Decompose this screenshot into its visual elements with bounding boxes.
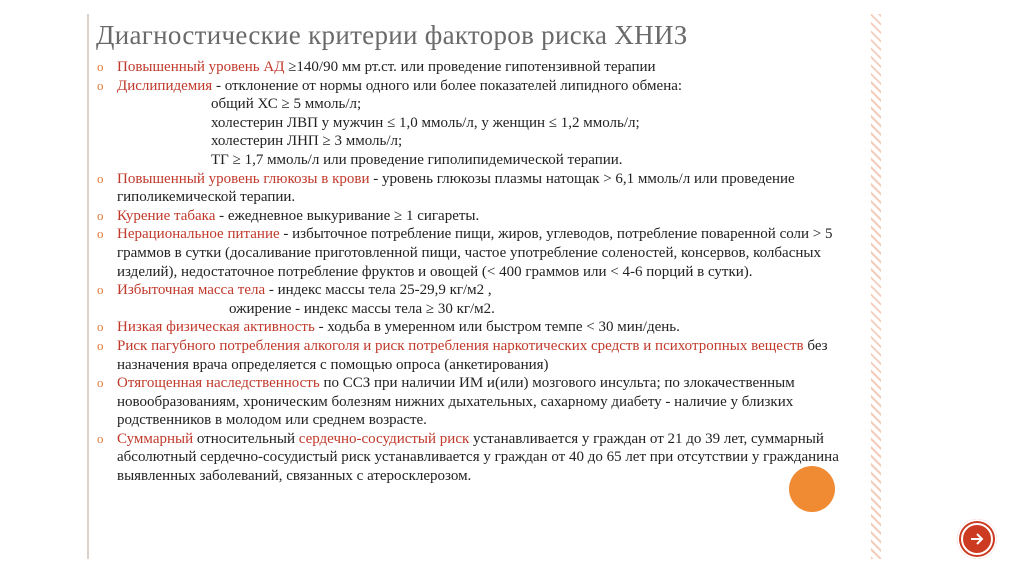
item-text: по ССЗ при наличии ИМ и(или) мозгового инсульта; по злокачественным новообразованиям, хроническим болезням нижних дыхательных, сахарному диабету - наличие у близких родственников в молодом или среднем возрасте. [117,375,795,429]
item-keyword: Повышенный уровень АД [117,59,285,75]
item-keyword: сердечно-сосудистый риск [298,430,470,447]
bullet-icon: o [97,319,104,335]
bullet-icon: o [97,207,104,223]
list-item [97,225,867,281]
sub-line: холестерин ЛВП у мужчин ≤ 1,0 ммоль/л, у женщин ≤ 1,2 ммоль/л; [211,114,640,131]
item-keyword: Курение табака [117,207,216,224]
item-text: - отклонение от нормы одного или более показателей липидного обмена: [212,77,683,94]
bullet-icon: o [97,77,104,93]
item-keyword: Нерациональное питание [117,226,280,243]
criteria-list [97,58,867,486]
bullet-icon: o [97,59,104,74]
list-item [97,337,867,374]
list-item [97,430,867,486]
list-item [97,207,867,226]
list-item [97,374,867,430]
bullet-icon: o [97,170,104,186]
next-slide-button[interactable] [957,519,997,559]
item-keyword: Отягощенная наследственность [117,375,320,392]
item-keyword: Повышенный уровень глюкозы в крови [117,170,370,187]
item-keyword: Суммарный [117,430,194,447]
bullet-icon: o [97,430,104,446]
slide-title: Диагностические критерии факторов риска ХНИЗ [96,20,688,50]
item-text: - избыточное потребление пищи, жиров, углеводов, потребление поваренной соли > 5 граммов в сутки (досаливание приготовленной пищи, частое употребление соленостей, консервов, колбасных изделий), недостаточное потребление фруктов и овощей (< 400 граммов или < 4-6 порций в сутки). [117,226,833,280]
item-text: - индекс массы тела 25-29,9 кг/м2 , [265,282,492,299]
item-text: относительный [193,430,299,447]
sub-line: холестерин ЛНП ≥ 3 ммоль/л; [211,133,403,150]
bullet-icon: o [97,282,104,298]
sub-line: общий ХС ≥ 5 ммоль/л; [211,96,362,113]
decorative-stripe [871,14,881,559]
item-text: устанавливается у граждан от 21 до 39 лет, суммарный абсолютный сердечно-сосудистый риск устанавливается у граждан от 40 до 65 лет при отсутствии у гражданина выявленных заболеваний, связанных с атеросклерозом. [117,430,839,485]
list-item [97,58,867,77]
bullet-icon: o [97,337,104,353]
item-text: - уровень глюкозы плазмы натощак > 6,1 ммоль/л или проведение гиполикемической терапии. [117,170,795,206]
item-keyword: Низкая физическая активность [117,319,315,336]
item-text: ≥140/90 мм рт.ст. или проведение гипотензивной терапии [284,59,656,75]
list-item [97,77,867,170]
sub-line: ожирение - индекс массы тела ≥ 30 кг/м2. [229,300,495,317]
slide-left-rule [87,14,89,559]
item-text: - ходьба в умеренном или быстром темпе < 30 мин/день. [314,319,680,336]
sub-line: ТГ ≥ 1,7 ммоль/л или проведение гиполипидемической терапии. [211,151,623,168]
next-arrow-icon [967,529,987,549]
bullet-icon: o [97,375,104,391]
item-keyword: Риск пагубного потребления алкоголя и риск потребления наркотических средств и психотропных веществ [117,337,804,354]
bullet-icon: o [97,226,104,242]
list-item [97,170,867,207]
item-text: - ежедневное выкуривание ≥ 1 сигареты. [215,207,480,224]
list-item [97,318,867,337]
item-keyword: Дислипидемия [117,77,213,94]
item-keyword: Избыточная масса тела [117,282,266,299]
list-item [97,281,867,318]
item-text: без назначения врача определяется с помощью опроса (анкетирования) [117,337,828,373]
decorative-circle [789,466,835,512]
